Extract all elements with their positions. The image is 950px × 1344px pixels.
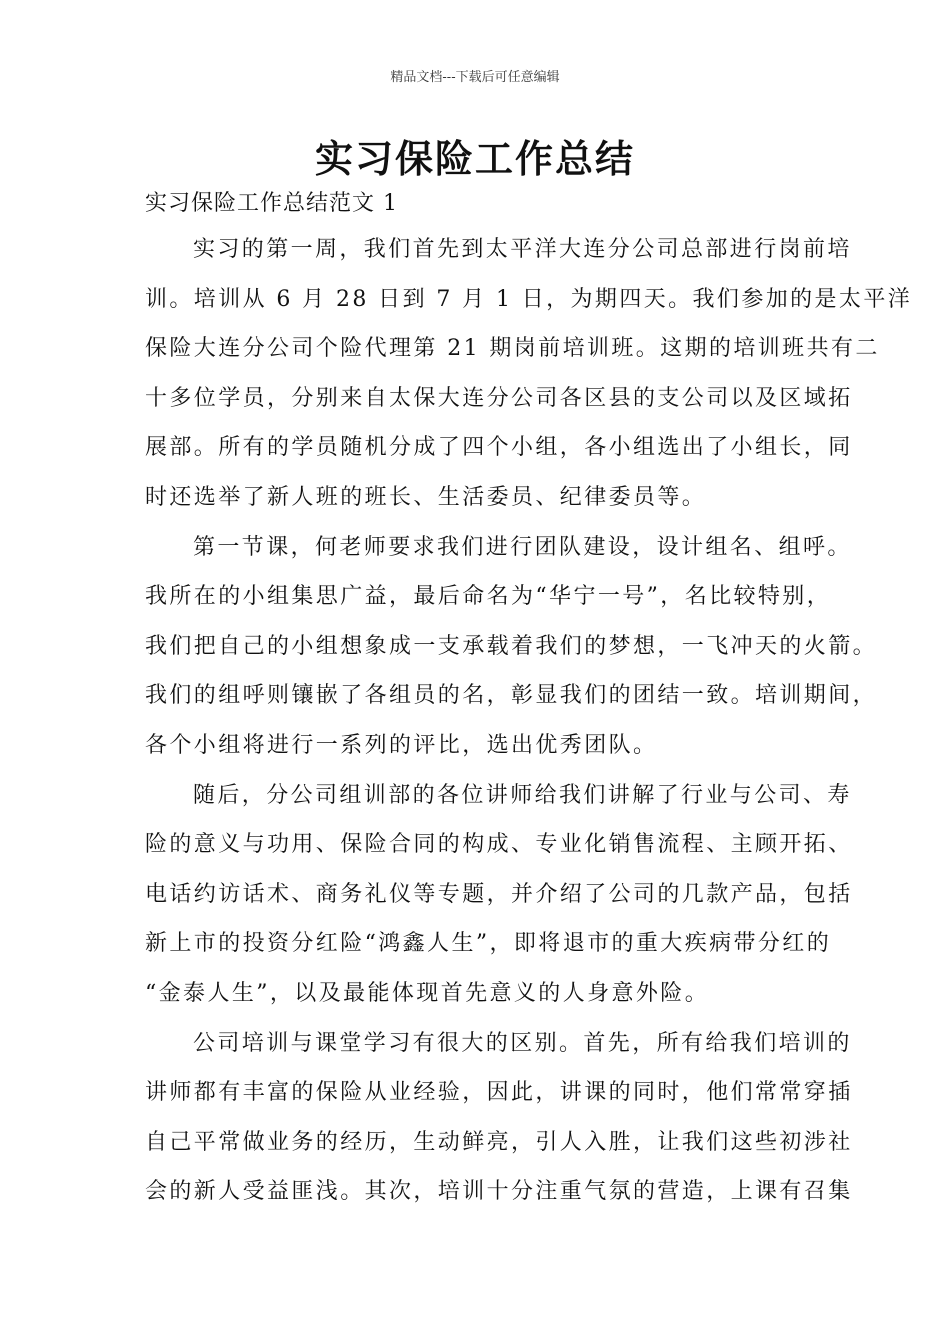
paragraph-2-line: 我所在的小组集思广益，最后命名为“华宁一号”，名比较特别， (145, 584, 832, 610)
paragraph-2-line: 我们把自己的小组想象成一支承载着我们的梦想，一飞冲天的火箭。 (145, 633, 878, 659)
paragraph-3-line: 随后，分公司组训部的各位讲师给我们讲解了行业与公司、寿 (193, 782, 852, 808)
paragraph-1-line: 展部。所有的学员随机分成了四个小组，各小组选出了小组长，同 (145, 435, 853, 461)
paragraph-3-line: 电话约访话术、商务礼仪等专题，并介绍了公司的几款产品，包括 (145, 881, 853, 907)
document-body (145, 225, 913, 1217)
paragraph-4-line: 会的新人受益匪浅。其次，培训十分注重气氛的营造，上课有召集 (145, 1179, 853, 1205)
paragraph-4-line: 自己平常做业务的经历，生动鲜亮，引人入胜，让我们这些初涉社 (145, 1129, 853, 1155)
paragraph-2-line: 我们的组呼则镶嵌了各组员的名，彰显我们的团结一致。培训期间， (145, 683, 878, 709)
paragraph-2-line: 第一节课，何老师要求我们进行团队建设，设计组名、组呼。 (193, 534, 852, 560)
document-title: 实习保险工作总结 (314, 137, 635, 181)
paragraph-1-line: 时还选举了新人班的班长、生活委员、纪律委员等。 (145, 484, 707, 510)
paragraph-1-line: 实习的第一周，我们首先到太平洋大连分公司总部进行岗前培 (193, 237, 852, 262)
paragraph-4-line: 讲师都有丰富的保险从业经验，因此，讲课的同时，他们常常穿插 (145, 1080, 853, 1106)
paragraph-3-line: “金泰人生”，以及最能体现首先意义的人身意外险。 (145, 980, 710, 1006)
paragraph-2-line: 各个小组将进行一系列的评比，选出优秀团队。 (145, 732, 658, 758)
page-header: 精品文档---下载后可任意编辑 (390, 70, 560, 85)
paragraph-3-line: 险的意义与功用、保险合同的构成、专业化销售流程、主顾开拓、 (145, 832, 853, 858)
section-subtitle: 实习保险工作总结范文 1 (145, 191, 398, 216)
paragraph-1-line: 保险大连分公司个险代理第 21 期岗前培训班。这期的培训班共有二 (145, 336, 880, 362)
paragraph-1-line: 十多位学员，分别来自太保大连分公司各区县的支公司以及区域拓 (145, 385, 853, 411)
paragraph-3-line: 新上市的投资分红险“鸿鑫人生”，即将退市的重大疾病带分红的 (145, 931, 832, 957)
paragraph-1-line: 训。培训从 6 月 28 日到 7 月 1 日，为期四天。我们参加的是太平洋 (145, 286, 913, 312)
paragraph-4-line: 公司培训与课堂学习有很大的区别。首先，所有给我们培训的 (193, 1030, 852, 1056)
